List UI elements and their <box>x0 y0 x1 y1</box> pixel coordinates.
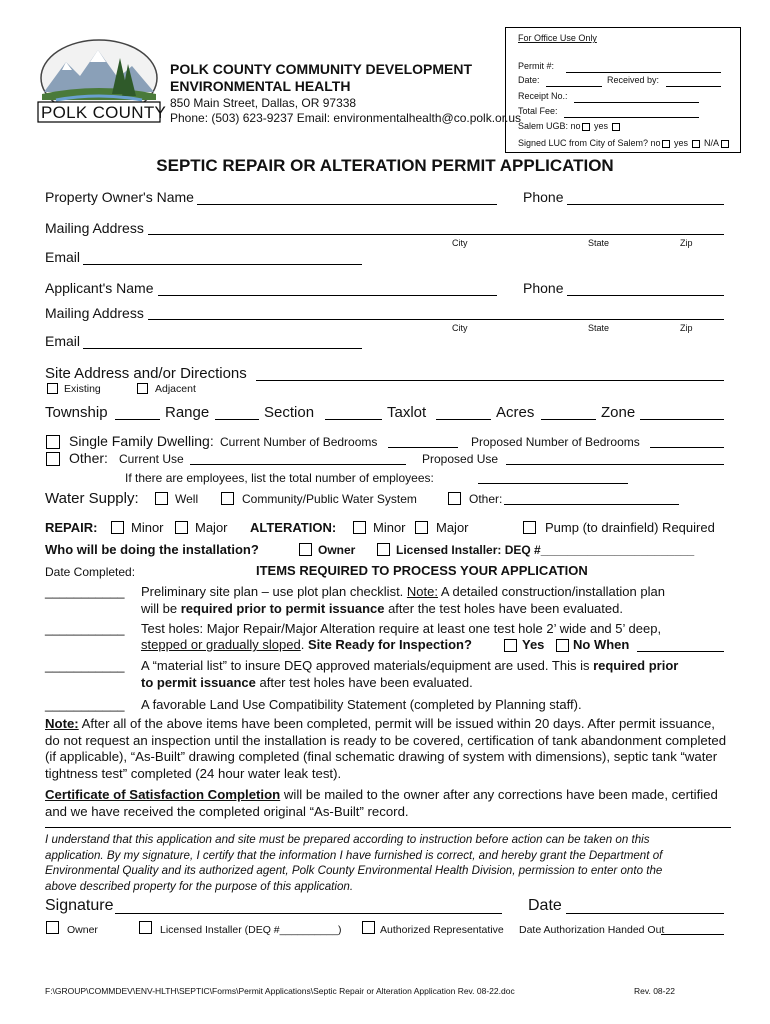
agreement-paragraph <box>45 832 735 894</box>
range-label: Range <box>165 404 210 421</box>
proposed-use-field[interactable] <box>506 464 724 465</box>
item1-text-c: will be <box>141 601 181 616</box>
other-use-checkbox[interactable] <box>46 452 60 466</box>
site-address-label: Site Address and/or Directions <box>45 365 247 382</box>
office-luc-no-checkbox[interactable] <box>662 140 670 148</box>
office-permit-line[interactable] <box>566 72 721 73</box>
installer-owner-label: Owner <box>318 543 356 557</box>
signature-date-field[interactable] <box>566 913 724 914</box>
org-name-line1: POLK COUNTY COMMUNITY DEVELOPMENT <box>170 61 473 77</box>
logo-text: POLK COUNTY <box>41 103 167 122</box>
office-luc-yes: yes <box>674 138 689 148</box>
owner-phone-field[interactable] <box>567 204 724 205</box>
office-date-label: Date: <box>518 75 540 85</box>
item1-text-b: A detailed construction/installation plan <box>438 584 665 599</box>
office-date-line[interactable] <box>546 86 602 87</box>
agreement-line2: application. By my signature, I certify that the information I have furnished is correct, and hereby grant the Department of <box>45 848 663 862</box>
zone-label: Zone <box>601 404 636 421</box>
other-use-label: Other: <box>69 450 108 466</box>
owner-name-field[interactable] <box>197 204 497 205</box>
item3-text-b: after test holes have been evaluated. <box>255 675 473 690</box>
repair-major-label: Major <box>195 520 228 535</box>
footer-path: F:\GROUP\COMMDEV\ENV-HLTH\SEPTIC\Forms\Permit Applications\Septic Repair or Alteration Application Rev. 08-22.doc <box>45 986 515 996</box>
employees-label: If there are employees, list the total number of employees: <box>125 471 434 485</box>
signature-field[interactable] <box>115 913 502 914</box>
current-use-label: Current Use <box>119 452 184 466</box>
org-address: 850 Main Street, Dallas, OR 97338 <box>170 96 357 110</box>
office-ugb-label: Salem UGB: no <box>518 121 581 131</box>
adjacent-checkbox[interactable] <box>137 383 148 394</box>
applicant-name-field[interactable] <box>158 295 497 296</box>
repair-minor-checkbox[interactable] <box>111 521 124 534</box>
owner-state-caption: State <box>588 238 610 248</box>
item4-date-blank[interactable]: ___________ <box>45 697 125 712</box>
pump-checkbox[interactable] <box>523 521 536 534</box>
applicant-phone-field[interactable] <box>567 295 724 296</box>
section-label: Section <box>264 404 315 421</box>
alteration-minor-checkbox[interactable] <box>353 521 366 534</box>
note-paragraph <box>45 716 731 782</box>
auth-date-field[interactable] <box>661 934 724 935</box>
existing-checkbox[interactable] <box>47 383 58 394</box>
owner-email-label: Email <box>45 249 81 265</box>
item1-text-d: after the test holes have been evaluated. <box>384 601 623 616</box>
applicant-zip-caption: Zip <box>680 323 693 333</box>
single-family-label: Single Family Dwelling: <box>69 433 214 449</box>
office-ugb-no-checkbox[interactable] <box>582 123 590 131</box>
township-field[interactable] <box>115 419 160 420</box>
sig-installer-checkbox[interactable] <box>139 921 152 934</box>
site-ready-when-field[interactable] <box>637 651 724 652</box>
current-use-field[interactable] <box>190 464 406 465</box>
item1-note: Note: <box>406 584 438 599</box>
item1-line1 <box>141 584 665 599</box>
org-contact: Phone: (503) 623-9237 Email: environmentalhealth@co.polk.or.us <box>170 111 522 125</box>
proposed-bedrooms-field[interactable] <box>650 447 724 448</box>
item1-date-blank[interactable]: ___________ <box>45 584 125 599</box>
office-permit-label: Permit #: <box>518 61 555 71</box>
agreement-divider <box>45 827 731 828</box>
agreement-line3: Environmental Quality and its authorized agent, Polk County Environmental Health Division, permission to enter onto the <box>45 864 663 877</box>
office-receipt-label: Receipt No.: <box>518 91 568 101</box>
agreement-line1: I understand that this application and site must be prepared according to instruction before action can be taken on this <box>45 833 650 846</box>
community-water-checkbox[interactable] <box>221 492 234 505</box>
adjacent-label: Adjacent <box>155 383 196 395</box>
zone-field[interactable] <box>640 419 724 420</box>
licensed-installer-checkbox[interactable] <box>377 543 390 556</box>
owner-zip-caption: Zip <box>680 238 693 248</box>
acres-field[interactable] <box>541 419 596 420</box>
site-address-field[interactable] <box>256 380 724 381</box>
single-family-checkbox[interactable] <box>46 435 60 449</box>
sig-owner-label: Owner <box>67 924 98 936</box>
alteration-label: ALTERATION: <box>250 520 337 535</box>
item3-text: A “material list” to insure DEQ approved materials/equipment are used. This is <box>141 658 594 673</box>
owner-email-field[interactable] <box>83 264 362 265</box>
sig-owner-checkbox[interactable] <box>46 921 59 934</box>
site-ready-no-label: No When <box>573 637 630 652</box>
signature-label: Signature <box>45 897 114 914</box>
applicant-state-caption: State <box>588 323 610 333</box>
section-field[interactable] <box>325 419 382 420</box>
item2-dot: . <box>300 637 308 652</box>
certificate-paragraph <box>45 787 731 820</box>
office-fee-label: Total Fee: <box>518 106 558 116</box>
office-luc-label: Signed LUC from City of Salem? no <box>518 138 661 148</box>
repair-major-checkbox[interactable] <box>175 521 188 534</box>
installer-question: Who will be doing the installation? <box>45 542 259 557</box>
well-label: Well <box>175 492 199 506</box>
note-label: Note: <box>45 716 79 731</box>
site-ready-yes-label: Yes <box>522 637 545 652</box>
applicant-mailing-label: Mailing Address <box>45 305 144 321</box>
existing-label: Existing <box>64 383 101 395</box>
items-heading: ITEMS REQUIRED TO PROCESS YOUR APPLICATION <box>256 563 588 578</box>
item2-line2 <box>141 637 472 652</box>
office-received-label: Received by: <box>607 75 660 85</box>
polk-county-logo <box>36 38 167 124</box>
certificate-text: will be mailed to the owner after any corrections have been made, certified and we have received the completed original “As-Built” record. <box>45 787 718 819</box>
employees-field[interactable] <box>478 483 628 484</box>
item1-bold: required prior to permit issuance <box>180 601 385 616</box>
certificate-label: Certificate of Satisfaction Completion <box>45 787 281 802</box>
item2-underlined: stepped or gradually sloped <box>141 637 301 652</box>
office-received-line[interactable] <box>666 86 721 87</box>
office-luc-na-checkbox[interactable] <box>721 140 729 148</box>
office-fee-line[interactable] <box>564 117 699 118</box>
site-ready-yes-checkbox[interactable] <box>504 639 517 652</box>
well-checkbox[interactable] <box>155 492 168 505</box>
acres-label: Acres <box>496 404 535 421</box>
taxlot-label: Taxlot <box>387 404 427 421</box>
item3-bold: required prior <box>593 658 679 673</box>
item2-date-blank[interactable]: ___________ <box>45 621 125 636</box>
office-use-box <box>505 27 741 153</box>
other-water-label: Other: <box>469 492 503 506</box>
office-title: For Office Use Only <box>518 33 597 43</box>
date-completed-label: Date Completed: <box>45 565 136 579</box>
auth-date-label: Date Authorization Handed Out <box>519 924 665 936</box>
other-water-field[interactable] <box>504 504 679 505</box>
taxlot-field[interactable] <box>436 419 491 420</box>
owner-mailing-field[interactable] <box>148 234 724 235</box>
form-title: SEPTIC REPAIR OR ALTERATION PERMIT APPLICATION <box>156 156 614 175</box>
alteration-major-label: Major <box>436 520 469 535</box>
owner-mailing-label: Mailing Address <box>45 220 144 236</box>
township-label: Township <box>45 404 108 421</box>
applicant-email-field[interactable] <box>83 348 362 349</box>
applicant-city-caption: City <box>452 323 468 333</box>
applicant-name-label: Applicant's Name <box>45 280 154 296</box>
agreement-line4: above described property for the purpose of this application. <box>45 879 354 893</box>
sig-representative-label: Authorized Representative <box>380 924 504 936</box>
alteration-major-checkbox[interactable] <box>415 521 428 534</box>
item3-line1 <box>141 658 678 673</box>
current-bedrooms-label: Current Number of Bedrooms <box>220 435 378 449</box>
site-ready-question: Site Ready for Inspection? <box>307 637 472 652</box>
sig-installer-label: Licensed Installer (DEQ #__________) <box>160 924 342 936</box>
applicant-phone-label: Phone <box>523 280 564 296</box>
proposed-use-label: Proposed Use <box>422 452 499 466</box>
item3-line2 <box>141 675 473 690</box>
office-luc-yes-checkbox[interactable] <box>692 140 700 148</box>
signature-date-label: Date <box>528 897 562 914</box>
water-supply-label: Water Supply: <box>45 490 139 507</box>
proposed-bedrooms-label: Proposed Number of Bedrooms <box>471 435 640 449</box>
owner-phone-label: Phone <box>523 189 564 205</box>
office-receipt-line[interactable] <box>574 102 699 103</box>
repair-label: REPAIR: <box>45 520 98 535</box>
office-luc-na: N/A <box>704 138 720 148</box>
site-ready-no-checkbox[interactable] <box>556 639 569 652</box>
item2-line1: Test holes: Major Repair/Major Alteration require at least one test hole 2’ wide and 5’ deep, <box>141 621 662 636</box>
community-water-label: Community/Public Water System <box>242 492 417 506</box>
applicant-mailing-field[interactable] <box>148 319 724 320</box>
item4-text: A favorable Land Use Compatibility Statement (completed by Planning staff). <box>141 697 582 712</box>
pump-label: Pump (to drainfield) Required <box>545 520 715 535</box>
owner-city-caption: City <box>452 238 468 248</box>
org-name-line2: ENVIRONMENTAL HEALTH <box>170 78 351 94</box>
sig-representative-checkbox[interactable] <box>362 921 375 934</box>
office-ugb-yes: yes <box>594 121 609 131</box>
footer-rev: Rev. 08-22 <box>634 986 675 996</box>
alteration-minor-label: Minor <box>373 520 406 535</box>
item3-date-blank[interactable]: ___________ <box>45 658 125 673</box>
range-field[interactable] <box>215 419 259 420</box>
licensed-installer-label: Licensed Installer: DEQ #_______________________ <box>396 543 695 557</box>
installer-owner-checkbox[interactable] <box>299 543 312 556</box>
office-ugb-yes-checkbox[interactable] <box>612 123 620 131</box>
current-bedrooms-field[interactable] <box>388 447 458 448</box>
other-water-checkbox[interactable] <box>448 492 461 505</box>
item1-text: Preliminary site plan – use plot plan checklist. <box>141 584 404 599</box>
owner-name-label: Property Owner's Name <box>45 189 194 205</box>
item1-line2 <box>141 601 623 616</box>
note-text: After all of the above items have been completed, permit will be issued within 20 days. After permit issuance, do not request an inspection until the installation is ready to be covered, certification of tank abandonment completed (if applicable), “As-Built” drawing completed (final schematic drawing of system with dimensions), septic tank “water tightness test” completed (24 hour water leak test). <box>45 716 727 781</box>
item3-bold2: to permit issuance <box>141 675 256 690</box>
applicant-email-label: Email <box>45 333 81 349</box>
repair-minor-label: Minor <box>131 520 164 535</box>
